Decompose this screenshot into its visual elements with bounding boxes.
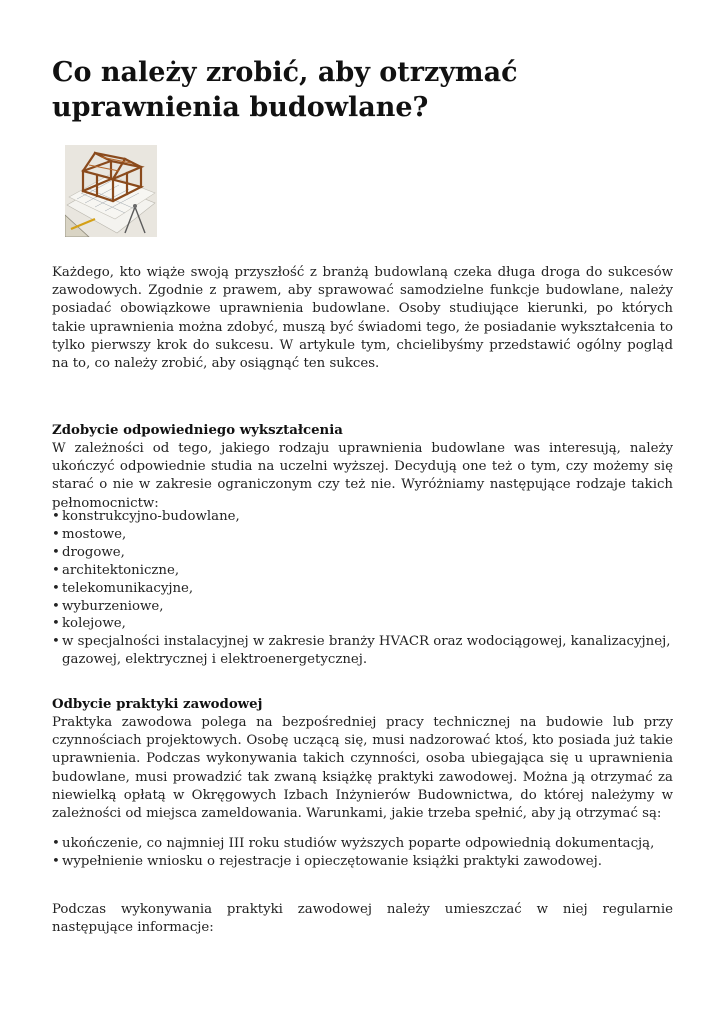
intro-paragraph: Każdego, kto wiąże swoją przyszłość z branżą budowlaną czeka długa droga do sukcesów zawodowych. Zgodnie z prawem, aby sprawować samodzielne funkcje budowlane, należy posiadać obowiązkowe uprawnienia budowlane. Osoby studiujące kierunki, po których takie uprawnienia można zdobyć, muszą być świadomi tego, że posiadanie wykształcenia to tylko pierwszy krok do sukcesu. W artykule tym, chcielibyśmy przedstawić ogólny pogląd na to, co należy zrobić, aby osiągnąć ten sukces.: [52, 265, 673, 372]
section-practice-text: Praktyka zawodowa polega na bezpośredniej pracy technicznej na budowie lub przy czynnościach projektowych. Osobę uczącą się, musi nadzorować ktoś, kto posiada już takie uprawnienia. Podczas wykonywania takich czynności, osoba ubiegająca się u uprawnienia budowlane, musi prowadzić tak zwaną książkę praktyki zawodowej. Można ją otrzymać za niewielką opłatą w Okręgowych Izbach Inżynierów Budownictwa, do której należymy w zależności od miejsca zameldowania. Warunkami, jakie trzeba spełnić, aby ją otrzymać są:: [52, 715, 673, 822]
section-practice-heading: Odbycie praktyki zawodowej: [52, 697, 263, 712]
list-item: • ukończenie, co najmniej III roku studiów wyższych poparte odpowiednią dokumentacją,: [52, 835, 673, 853]
permission-types-list: [52, 508, 673, 669]
list-item: • kolejowe,: [52, 615, 673, 633]
list-item: • mostowe,: [52, 526, 673, 544]
list-item: • wypełnienie wniosku o rejestracje i opieczętowanie książki praktyki zawodowej.: [52, 853, 673, 871]
section-education-text: W zależności od tego, jakiego rodzaju uprawnienia budowlane was interesują, należy ukończyć odpowiednie studia na uczelni wyższej. Decydują one też o tym, czy możemy się starać o nie w zakresie ograniczonym czy też nie. Wyróżniamy następujące rodzaje takich pełnomocnictw:: [52, 441, 673, 511]
list-item: • telekomunikacyjne,: [52, 580, 673, 598]
list-item: • drogowe,: [52, 544, 673, 562]
section-education-heading: Zdobycie odpowiedniego wykształcenia: [52, 423, 343, 438]
article-image: [65, 145, 157, 237]
list-item: • w specjalności instalacyjnej w zakresie branży HVACR oraz wodociągowej, kanalizacyjnej, gazowej, elektrycznej i elektroenergetycznej.: [52, 633, 673, 669]
practice-conditions-list: [52, 835, 673, 871]
list-item: • wyburzeniowe,: [52, 598, 673, 616]
list-item: • konstrukcyjno-budowlane,: [52, 508, 673, 526]
page-title: Co należy zrobić, aby otrzymać uprawnienia budowlane?: [52, 57, 518, 123]
list-item: • architektoniczne,: [52, 562, 673, 580]
closing-paragraph: Podczas wykonywania praktyki zawodowej należy umieszczać w niej regularnie następujące informacje:: [52, 902, 673, 936]
